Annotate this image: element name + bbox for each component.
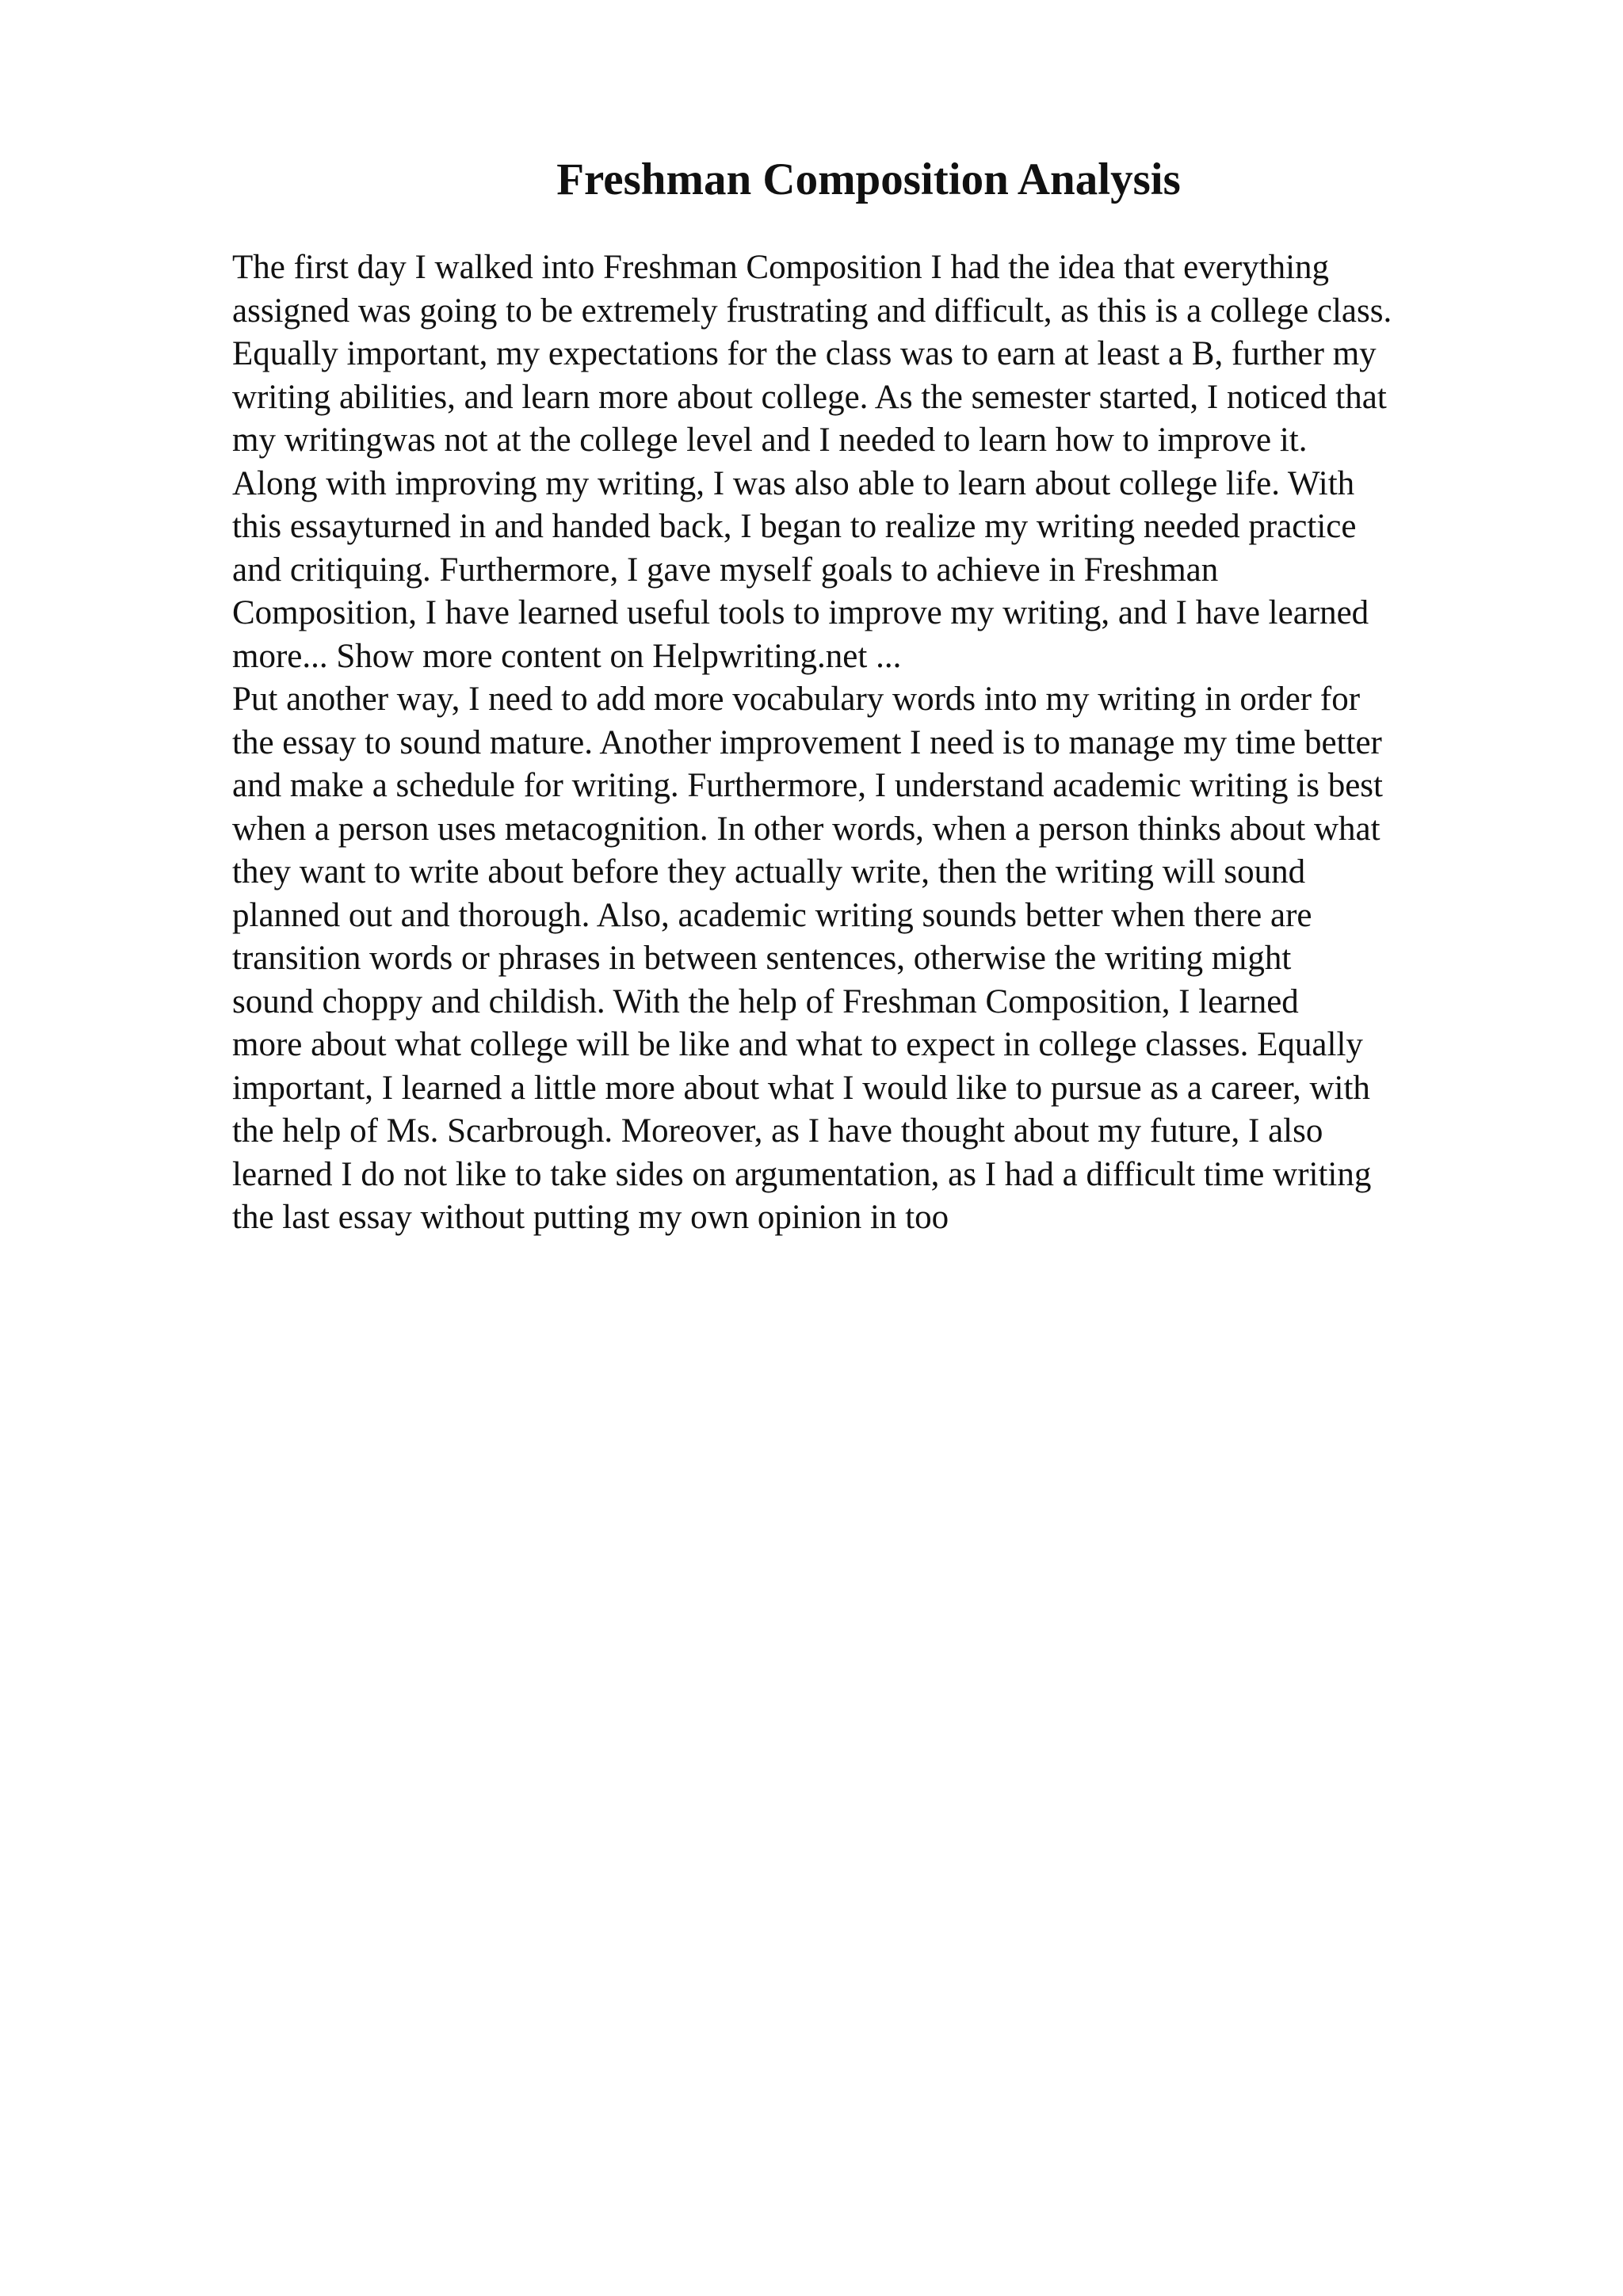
text-line: transition words or phrases in between sentences, otherwise the writing might bbox=[232, 940, 1292, 977]
text-line: and make a schedule for writing. Furthermore, I understand academic writing is best bbox=[232, 767, 1383, 804]
text-line: Equally important, my expectations for the class was to earn at least a B, further my bbox=[232, 335, 1377, 372]
text-line: Along with improving my writing, I was also able to learn about college life. With bbox=[232, 464, 1355, 502]
document-body bbox=[232, 246, 1532, 1240]
text-line: planned out and thorough. Also, academic writing sounds better when there are bbox=[232, 896, 1312, 934]
text-line: sound choppy and childish. With the help of Freshman Composition, I learned bbox=[232, 982, 1299, 1020]
text-line: Composition, I have learned useful tools to improve my writing, and I have learned bbox=[232, 594, 1369, 631]
text-line: the essay to sound mature. Another improvement I need is to manage my time better bbox=[232, 723, 1382, 761]
text-line: more about what college will be like and what to expect in college classes. Equally bbox=[232, 1026, 1363, 1063]
text-line: the help of Ms. Scarbrough. Moreover, as I have thought about my future, I also bbox=[232, 1112, 1323, 1150]
text-line: the last essay without putting my own opinion in too bbox=[232, 1199, 949, 1236]
text-line: they want to write about before they actually write, then the writing will sound bbox=[232, 853, 1306, 891]
text-line: assigned was going to be extremely frustrating and difficult, as this is a college class. bbox=[232, 292, 1392, 330]
text-line: The first day I walked into Freshman Composition I had the idea that everything bbox=[232, 249, 1330, 286]
text-line: my writingwas not at the college level and I needed to learn how to improve it. bbox=[232, 421, 1308, 459]
text-line: and critiquing. Furthermore, I gave myself goals to achieve in Freshman bbox=[232, 551, 1219, 589]
text-line: learned I do not like to take sides on argumentation, as I had a difficult time writing bbox=[232, 1155, 1372, 1193]
text-line: Put another way, I need to add more vocabulary words into my writing in order for bbox=[232, 681, 1361, 718]
text-line: more... Show more content on Helpwriting.net ... bbox=[232, 637, 902, 675]
text-line: important, I learned a little more about what I would like to pursue as a career, with bbox=[232, 1069, 1370, 1107]
text-line: when a person uses metacognition. In other words, when a person thinks about what bbox=[232, 810, 1381, 848]
text-line: this essayturned in and handed back, I began to realize my writing needed practice bbox=[232, 508, 1357, 545]
document-title: Freshman Composition Analysis bbox=[556, 154, 1181, 204]
text-line: writing abilities, and learn more about college. As the semester started, I noticed that bbox=[232, 378, 1387, 416]
